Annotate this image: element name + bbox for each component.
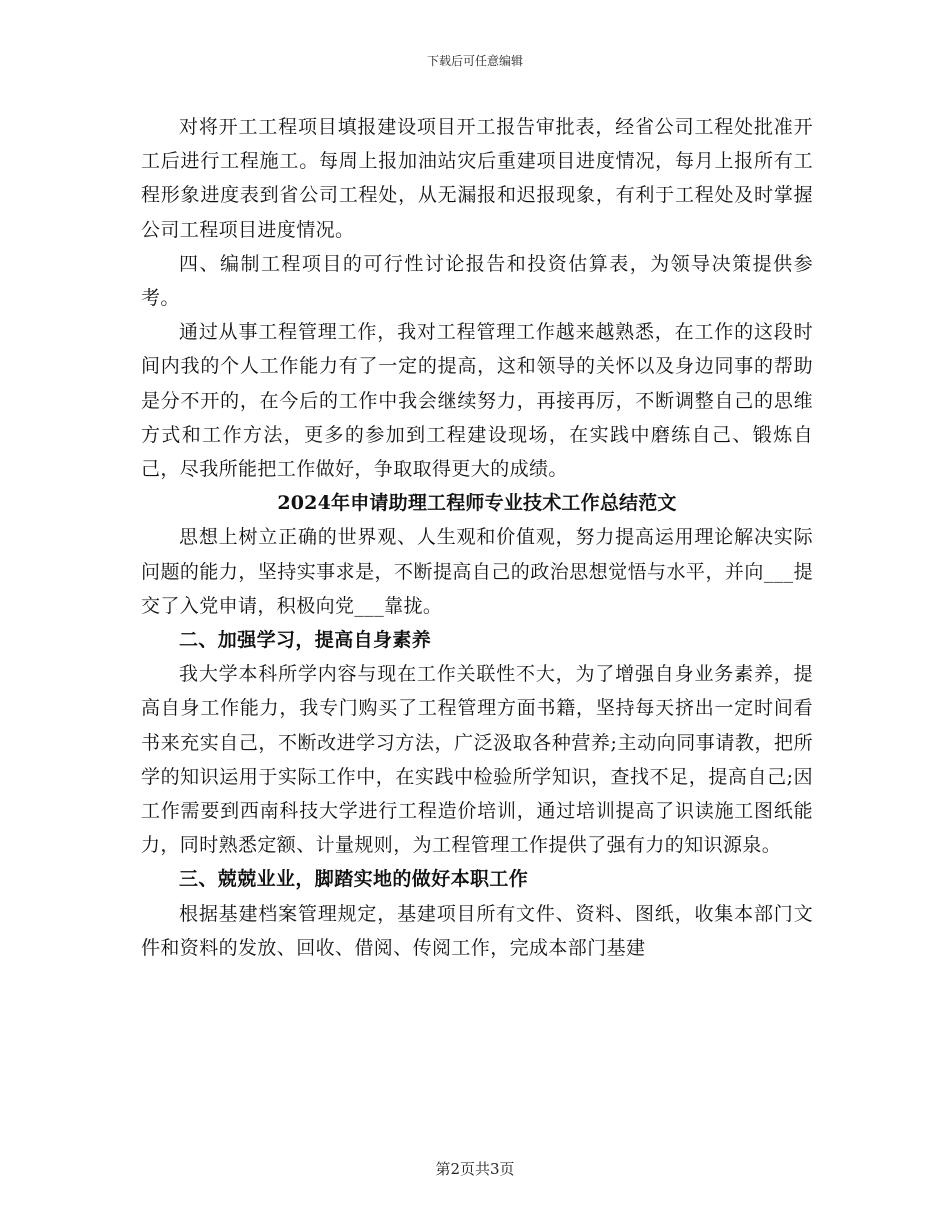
document-title: 2024年申请助理工程师专业技术工作总结范文 <box>277 492 677 515</box>
paragraph-work-reflection: 通过从事工程管理工作，我对工程管理工作越来越熟悉，在工作的这段时间内我的个人工作能力有了一定的提高，这和领导的关怀以及身边同事的帮助是分不开的，在今后的工作中我会继续努力，再接再厉，不断调整自己的思维方式和工作方法，更多的参加到工程建设现场，在实践中磨练自己、锻炼自己，尽我所能把工作做好，争取取得更大的成绩。 <box>141 321 813 481</box>
page-header: 下载后可任意编辑 <box>426 54 523 68</box>
section-heading-duties: 三、兢兢业业，脚踏实地的做好本职工作 <box>179 868 529 891</box>
paragraph-archives: 根据基建档案管理规定，基建项目所有文件、资料、图纸，收集本部门文件和资料的发放、回收、借阅、传阅工作，完成本部门基建 <box>141 902 813 959</box>
paragraph-ideology: 思想上树立正确的世界观、人生观和价值观，努力提高运用理论解决实际问题的能力，坚持实事求是，不断提高自己的政治思想觉悟与水平，并向___提交了入党申请，积极向党___靠拢。 <box>141 526 813 617</box>
paragraph-feasibility-report: 四、编制工程项目的可行性讨论报告和投资估算表，为领导决策提供参考。 <box>141 252 813 310</box>
section-heading-study: 二、加强学习，提高自身素养 <box>179 629 432 652</box>
page-number: 第2页共3页 <box>435 1160 515 1178</box>
paragraph-project-reporting: 对将开工工程项目填报建设项目开工报告审批表，经省公司工程处批准开工后进行工程施工。每周上报加油站灾后重建项目进度情况，每月上报所有工程形象进度表到省公司工程处，从无漏报和迟报现象，有利于工程处及时掌握公司工程项目进度情况。 <box>141 116 813 241</box>
document-body <box>141 110 813 965</box>
paragraph-study: 我大学本科所学内容与现在工作关联性不大，为了增强自身业务素养，提高自身工作能力，我专门购买了工程管理方面书籍，坚持每天挤出一定时间看书来充实自己，不断改进学习方法，广泛汲取各种营养;主动向同事请教，把所学的知识运用于实际工作中，在实践中检验所学知识，查找不足，提高自己;因工作需要到西南科技大学进行工程造价培训，通过培训提高了识读施工图纸能力，同时熟悉定额、计量规则，为工程管理工作提供了强有力的知识源泉。 <box>141 663 813 857</box>
